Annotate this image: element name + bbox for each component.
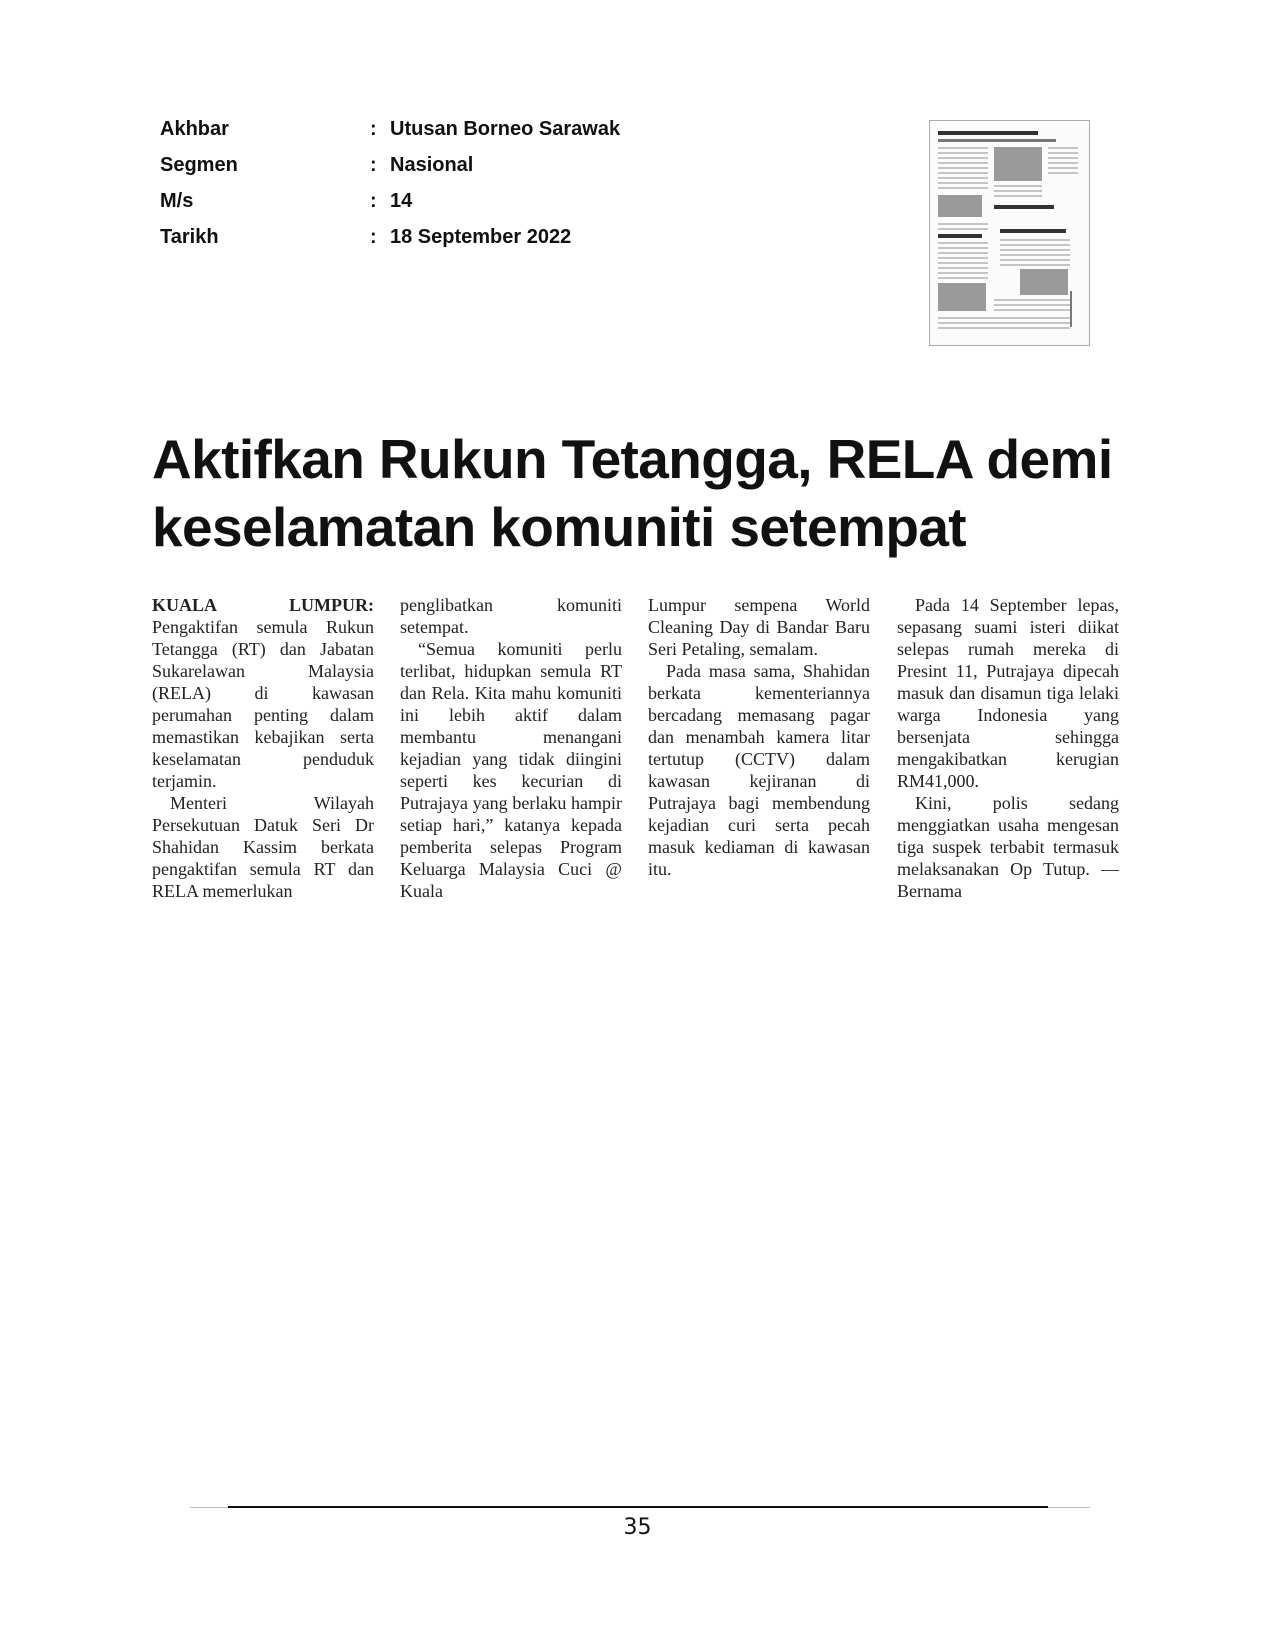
- meta-value: Nasional: [390, 154, 474, 176]
- meta-label: Akhbar: [160, 118, 229, 140]
- meta-value: Utusan Borneo Sarawak: [390, 118, 621, 140]
- paragraph: penglibatkan komuniti setempat.: [400, 595, 622, 637]
- meta-separator: :: [370, 118, 377, 140]
- newspaper-page-thumbnail: [929, 120, 1090, 346]
- footer-rule-dark: [228, 1506, 1048, 1508]
- headline-line-2: keselamatan komuniti setempat: [152, 496, 967, 558]
- dateline: KUALA LUMPUR:: [152, 595, 374, 615]
- paragraph: “Semua komuniti perlu terlibat, hidupkan semula RT dan Rela. Kita mahu komuniti ini lebih aktif dalam membantu menangani kejadian yang tidak diingini seperti kes kecurian di Putrajaya yang berlaku hampir setiap hari,” katanya kepada pemberita selepas Program Keluarga Malaysia Cuci @ Kuala: [400, 639, 622, 901]
- meta-label: Tarikh: [160, 226, 219, 248]
- meta-value: 18 September 2022: [390, 226, 572, 248]
- meta-separator: :: [370, 190, 377, 212]
- headline: [152, 425, 1137, 561]
- paragraph: Kini, polis sedang menggiatkan usaha mengesan tiga suspek terbabit termasuk melaksanakan Op Tutup. — Bernama: [897, 793, 1119, 901]
- paragraph: Lumpur sempena World Cleaning Day di Bandar Baru Seri Petaling, semalam.: [648, 595, 870, 659]
- meta-value: 14: [390, 190, 413, 212]
- paragraph: Pada masa sama, Shahidan berkata kementeriannya bercadang memasang pagar dan menambah kamera litar tertutup (CCTV) dalam kawasan kejiranan di Putrajaya bagi membendung kejadian curi serta pecah masuk kediaman di kawasan itu.: [648, 661, 870, 879]
- meta-separator: :: [370, 226, 377, 248]
- article-column-1: [152, 594, 374, 902]
- paragraph: Pada 14 September lepas, sepasang suami isteri diikat selepas rumah mereka di Presint 11, Putrajaya dipecah masuk dan disamun tiga lelaki warga Indonesia yang bersenjata sehingga mengakibatkan kerugian RM41,000.: [897, 595, 1119, 791]
- headline-line-1: Aktifkan Rukun Tetangga, RELA demi: [152, 428, 1113, 490]
- article-column-3: [648, 594, 870, 880]
- meta-label: M/s: [160, 190, 194, 212]
- meta-separator: :: [370, 154, 377, 176]
- meta-label: Segmen: [160, 154, 238, 176]
- article-column-4: [897, 594, 1119, 902]
- article-body: [152, 594, 1120, 904]
- paragraph: Pengaktifan semula Rukun Tetangga (RT) dan Jabatan Sukarelawan Malaysia (RELA) di kawasan perumahan penting dalam memastikan kebajikan serta keselamatan penduduk terjamin.: [152, 617, 374, 791]
- paragraph: Menteri Wilayah Persekutuan Datuk Seri Dr Shahidan Kassim berkata pengaktifan semula RT dan RELA memerlukan: [152, 793, 374, 901]
- article-column-2: [400, 594, 622, 902]
- page-number: 35: [623, 1515, 652, 1540]
